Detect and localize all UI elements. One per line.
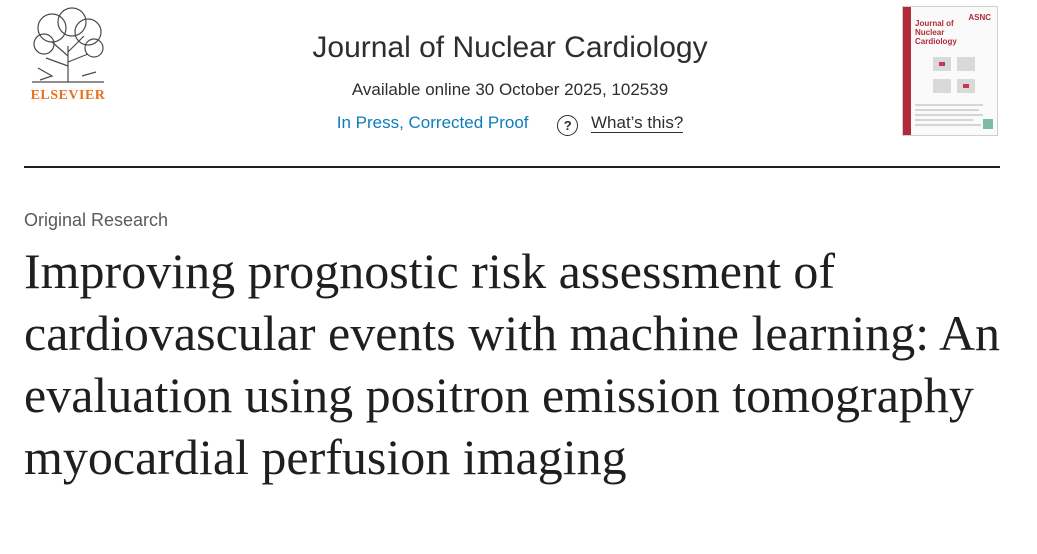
header-divider — [24, 166, 1000, 168]
available-online: Available online 30 October 2025, 102539 — [351, 80, 669, 99]
whats-this-link[interactable]: What’s this? — [591, 113, 684, 132]
question-circle-icon[interactable]: ? — [557, 115, 578, 136]
status-row — [200, 112, 820, 136]
article-type: Original Research — [24, 210, 169, 230]
in-press-link[interactable]: In Press, Corrected Proof — [336, 113, 529, 132]
elsevier-logo[interactable] — [22, 6, 114, 108]
publisher-name: ELSEVIER — [30, 88, 106, 103]
elsevier-tree-icon — [22, 6, 114, 86]
cover-graphics — [903, 7, 998, 136]
cover-title: Journal of Nuclear Cardiology — [915, 19, 957, 46]
article-header — [0, 0, 1037, 168]
journal-title[interactable]: Journal of Nuclear Cardiology — [312, 31, 708, 64]
journal-cover-thumbnail[interactable] — [902, 6, 998, 136]
article-title: Improving prognostic risk assessment of cardiovascular events with machine learning: An evaluation using positron emission tomography myocardial perfusion imaging — [24, 243, 1001, 485]
journal-info — [200, 30, 820, 136]
cover-badge: ASNC — [968, 13, 991, 22]
